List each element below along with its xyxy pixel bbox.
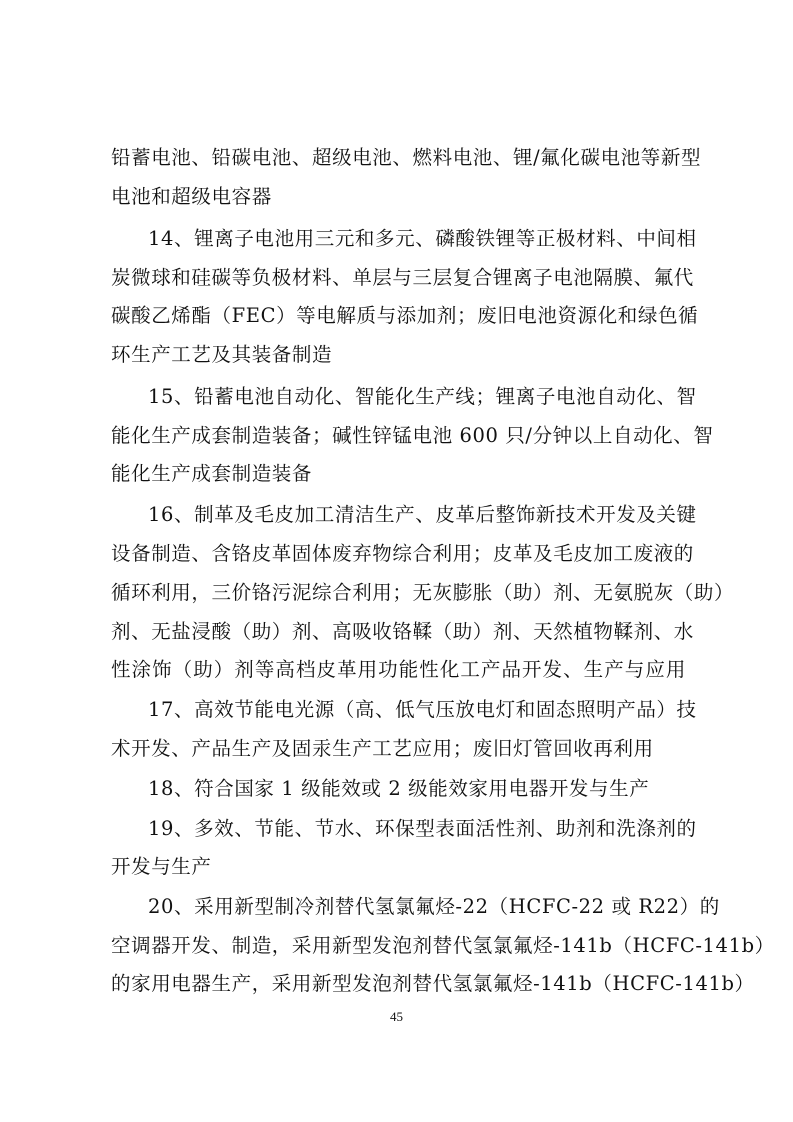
text-line: 电池和超级电容器 — [111, 185, 272, 208]
text-line: 环生产工艺及其装备制造 — [111, 343, 333, 366]
text-line: 性涂饰（助）剂等高档皮革用功能性化工产品开发、生产与应用 — [111, 658, 686, 681]
text-line: 开发与生产 — [111, 855, 212, 878]
text-line: 18、符合国家 1 级能效或 2 级能效家用电器开发与生产 — [148, 777, 650, 800]
text-line: 能化生产成套制造装备；碱性锌锰电池 600 只/分钟以上自动化、智 — [111, 424, 714, 447]
text-line: 15、铅蓄电池自动化、智能化生产线；锂离子电池自动化、智 — [148, 385, 697, 408]
text-line: 19、多效、节能、节水、环保型表面活性剂、助剂和洗涤剂的 — [148, 817, 697, 840]
text-line: 空调器开发、制造，采用新型发泡剂替代氢氯氟烃-141b（HCFC-141b） — [111, 934, 775, 957]
text-line: 16、制革及毛皮加工清洁生产、皮革后整饰新技术开发及关键 — [148, 503, 697, 526]
page-number: 45 — [390, 1009, 403, 1024]
text-line: 碳酸乙烯酯（FEC）等电解质与添加剂；废旧电池资源化和绿色循 — [111, 304, 699, 327]
text-line: 铅蓄电池、铅碳电池、超级电池、燃料电池、锂/氟化碳电池等新型 — [111, 146, 702, 169]
text-line: 炭微球和硅碳等负极材料、单层与三层复合锂离子电池隔膜、氟代 — [111, 266, 694, 289]
text-line: 14、锂离子电池用三元和多元、磷酸铁锂等正极材料、中间相 — [148, 227, 697, 250]
text-line: 剂、无盐浸酸（助）剂、高吸收铬鞣（助）剂、天然植物鞣剂、水 — [111, 620, 694, 643]
text-line: 的家用电器生产，采用新型发泡剂替代氢氯氟烃-141b（HCFC-141b） — [111, 972, 755, 995]
text-line: 20、采用新型制冷剂替代氢氯氟烃-22（HCFC-22 或 R22）的 — [148, 895, 720, 918]
text-line: 循环利用，三价铬污泥综合利用；无灰膨胀（助）剂、无氨脱灰（助） — [111, 581, 735, 604]
text-line: 设备制造、含铬皮革固体废弃物综合利用；皮革及毛皮加工废液的 — [111, 542, 694, 565]
text-line: 术开发、产品生产及固汞生产工艺应用；废旧灯管回收再利用 — [111, 737, 654, 760]
text-line: 能化生产成套制造装备 — [111, 462, 313, 485]
text-line: 17、高效节能电光源（高、低气压放电灯和固态照明产品）技 — [148, 698, 697, 721]
